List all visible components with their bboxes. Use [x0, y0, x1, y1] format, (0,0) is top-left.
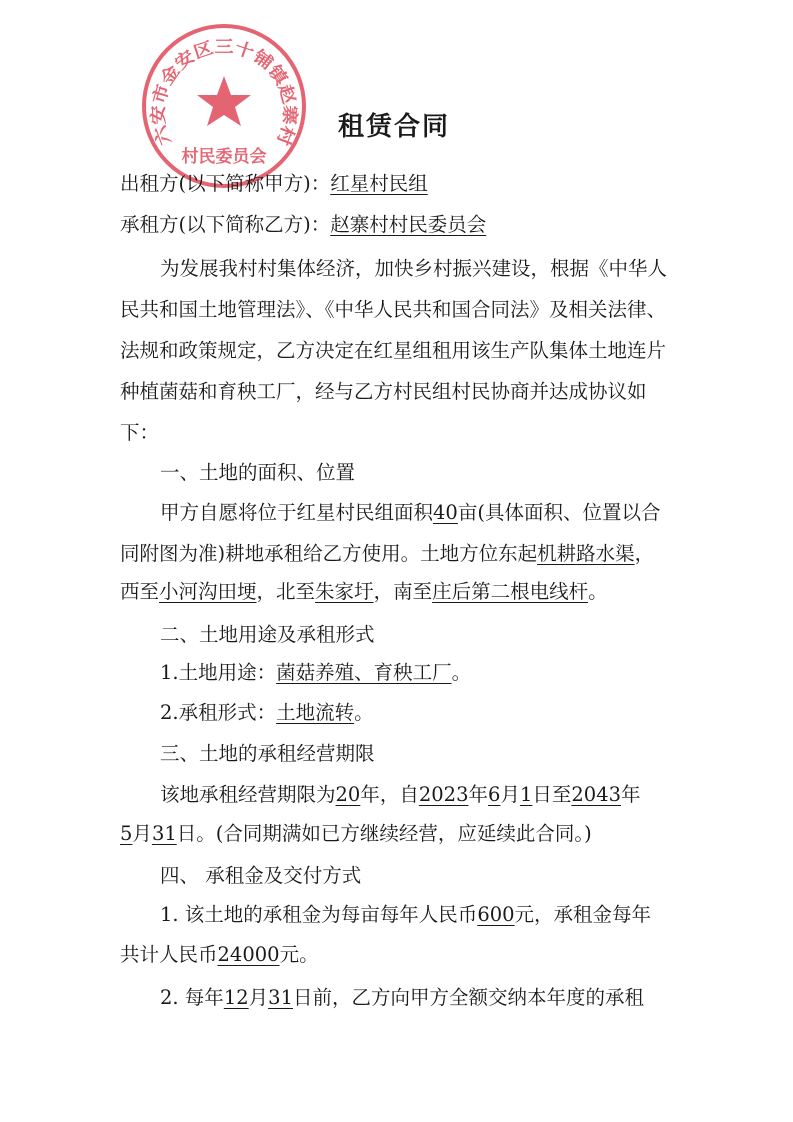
lease-term-line	[120, 821, 680, 847]
start-month: 6	[488, 783, 501, 806]
section-1-line	[160, 500, 660, 526]
section-1-line	[120, 541, 680, 567]
text-run: 该地承租经营期限为	[160, 783, 336, 806]
lessee-label: 承租方(以下简称乙方)：	[120, 213, 331, 236]
text-run: 共计人民币	[120, 943, 218, 966]
section-1-line	[120, 579, 680, 605]
seal-bottom-text: 村民委员会	[181, 147, 267, 167]
end-year: 2043	[571, 783, 622, 806]
text-run: 年，自	[360, 783, 419, 806]
rent-line	[120, 942, 680, 968]
south-boundary: 庄后第二根电线杆	[432, 580, 589, 603]
intro-line: 法规和政策规定，乙方决定在红星组租用该生产队集体土地连片	[120, 339, 667, 362]
north-boundary: 朱家圩	[315, 580, 374, 603]
text-run: 甲方自愿将位于红星村民组面积	[160, 501, 434, 524]
lessee-name: 赵寨村村民委员会	[330, 213, 487, 236]
lease-years: 20	[335, 783, 361, 806]
end-month: 5	[120, 822, 133, 845]
rent-line	[160, 902, 660, 928]
text-run: 2.承租形式：	[160, 701, 277, 724]
east-boundary: 机耕路水渠	[537, 542, 635, 565]
text-run: ，	[634, 542, 655, 565]
land-use-line	[160, 660, 720, 686]
intro-line: 为发展我村村集体经济，加快乡村振兴建设，根据《中华人	[160, 257, 668, 280]
land-use-value: 菌菇养殖、育秧工厂	[276, 661, 452, 684]
land-area: 40	[433, 501, 458, 524]
text-run: ，北至	[256, 580, 316, 603]
lessor-line	[120, 171, 680, 197]
section-4-heading: 四、 承租金及交付方式	[160, 864, 362, 887]
text-run: 亩(具体面积、位置以合	[457, 501, 661, 524]
text-run: ，南至	[373, 580, 433, 603]
lessee-line	[120, 212, 680, 238]
text-run: 1.土地用途：	[160, 661, 277, 684]
payment-month: 12	[223, 986, 249, 1009]
section-2-heading: 二、土地用途及承租形式	[160, 623, 375, 646]
text-run: 日。(合同期满如已方继续经营，应延续此合同。)	[176, 822, 592, 845]
text-run: 月	[132, 822, 152, 845]
text-run: 元。	[279, 943, 319, 966]
end-day: 31	[151, 822, 177, 845]
seal-top-text: 六安市金安区三十铺镇赵寨村	[148, 37, 300, 148]
text-run: 1. 该土地的承租金为每亩每年人民币	[160, 903, 478, 926]
section-1-heading: 一、土地的面积、位置	[160, 461, 356, 484]
text-run: 。	[451, 661, 472, 684]
rent-per-mu: 600	[477, 903, 515, 926]
rent-total: 24000	[217, 943, 280, 966]
text-run: 。	[588, 580, 608, 603]
intro-line: 种植菌菇和育秧工厂，经与乙方村民组村民协商并达成协议如	[120, 380, 647, 403]
text-run: 年	[468, 783, 489, 806]
lease-form-line	[160, 700, 720, 726]
start-day: 1	[519, 783, 533, 806]
lease-term-line	[160, 782, 660, 808]
text-run: 月	[248, 986, 269, 1009]
intro-line: 下：	[120, 421, 160, 444]
intro-line: 民共和国土地管理法》、《中华人民共和国合同法》及相关法律、	[120, 298, 667, 321]
start-year: 2023	[418, 783, 469, 806]
text-run: 年	[621, 783, 641, 806]
payment-line	[160, 985, 660, 1011]
text-run: 日前，乙方向甲方全额交纳本年度的承租	[292, 986, 644, 1009]
seal-star-icon	[197, 76, 251, 126]
lessor-name: 红星村民组	[330, 172, 428, 195]
payment-day: 31	[268, 986, 293, 1009]
text-run: 同附图为准)耕地承租给乙方使用。土地方位东起	[120, 542, 538, 565]
text-run: 元，承租金每年	[514, 903, 652, 926]
text-run: 日至	[532, 783, 572, 806]
lessor-label: 出租方(以下简称甲方)：	[120, 172, 331, 195]
section-3-heading: 三、土地的承租经营期限	[160, 742, 375, 765]
official-seal	[140, 22, 308, 190]
text-run: 2. 每年	[160, 986, 224, 1009]
text-run: 月	[500, 783, 520, 806]
text-run: 。	[354, 701, 374, 724]
document-title: 租赁合同	[338, 112, 451, 142]
lease-form-value: 土地流转	[276, 701, 355, 724]
west-boundary: 小河沟田埂	[159, 580, 257, 603]
text-run: 西至	[120, 580, 160, 603]
